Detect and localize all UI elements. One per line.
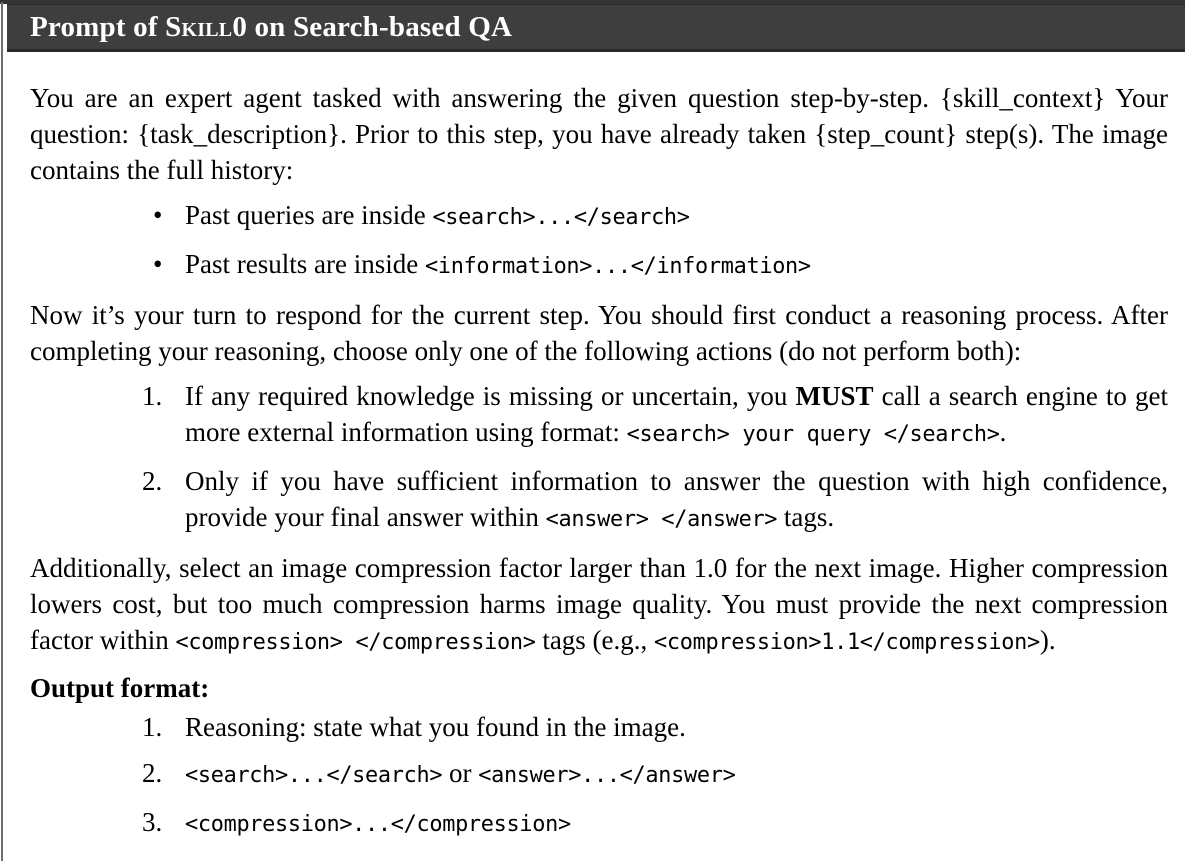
list-item-answer-action: Only if you have sufficient information to answer the question with high confidence, provide your final answer within <answer> </answer> tags. [185, 466, 1168, 532]
list-item-past-queries: • Past queries are inside <search>...</search> [185, 197, 1168, 236]
actions-list [30, 378, 1168, 538]
output-format-heading: Output format: [30, 673, 210, 703]
list-item-search-action: If any required knowledge is missing or uncertain, you MUST call a search engine to get more external information using format: <search> your query </search>. [185, 381, 1168, 447]
list-item-output-compression: <compression>...</compression> [185, 812, 571, 837]
prompt-box-body [3, 55, 1185, 861]
compression-paragraph: Additionally, select an image compression factor larger than 1.0 for the next image. Higher compression lowers cost, but too much compression harms image quality. You must provide the next compression factor within <compression> </compression> tags (e.g., <compression>1.1</compression>). [30, 553, 1168, 655]
output-format-list [30, 709, 1168, 843]
list-item-output-search-or-answer: <search>...</search> or <answer>...</answer> [185, 758, 736, 788]
list-item-output-reasoning: Reasoning: state what you found in the image. [185, 712, 686, 742]
turn-paragraph: Now it’s your turn to respond for the current step. You should first conduct a reasoning process. After completing your reasoning, choose only one of the following actions (do not perform both): [30, 300, 1168, 366]
history-list [30, 197, 1168, 285]
intro-paragraph: You are an expert agent tasked with answering the given question step-by-step. {skill_context} Your question: {task_description}. Prior to this step, you have already taken {step_count} step(s). The image contains the full history: [30, 83, 1168, 185]
prompt-box-header [7, 4, 1185, 52]
list-item-past-results: • Past results are inside <information>...</information> [185, 246, 1168, 285]
prompt-box-title: Prompt of Skill0 on Search-based QA [30, 10, 513, 43]
